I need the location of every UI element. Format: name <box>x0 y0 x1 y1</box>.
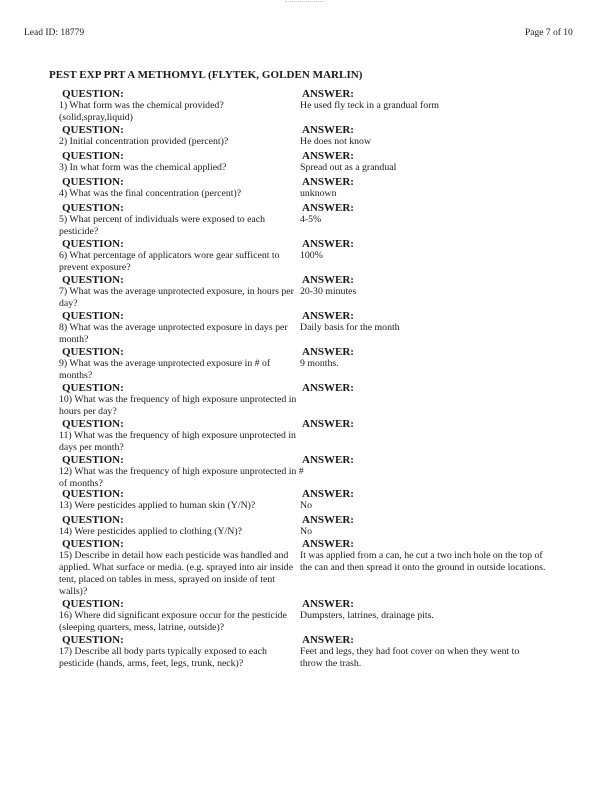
answer-label: ANSWER: <box>302 418 354 430</box>
answer-label: ANSWER: <box>302 538 354 550</box>
question-text: 2) Initial concentration provided (percent)? <box>59 136 229 147</box>
answer-label: ANSWER: <box>302 238 354 250</box>
question-label: QUESTION: <box>62 274 124 286</box>
answer-text: No <box>300 500 312 511</box>
document-title: PEST EXP PRT A METHOMYL (FLYTEK, GOLDEN MARLIN) <box>49 69 363 81</box>
question-text: 12) What was the frequency of high exposure unprotected in # of months? <box>59 466 304 489</box>
question-label: QUESTION: <box>62 150 124 162</box>
answer-label: ANSWER: <box>302 514 354 526</box>
question-text: 3) In what form was the chemical applied? <box>59 162 227 173</box>
question-label: QUESTION: <box>62 176 124 188</box>
question-label: QUESTION: <box>62 514 124 526</box>
answer-text: Daily basis for the month <box>300 322 400 333</box>
question-label: QUESTION: <box>62 598 124 610</box>
answer-label: ANSWER: <box>302 598 354 610</box>
question-text: 5) What percent of individuals were exposed to each pesticide? <box>59 214 266 237</box>
question-text: 8) What was the average unprotected exposure in days per month? <box>59 322 288 345</box>
question-text: 9) What was the average unprotected exposure in # of months? <box>59 358 271 381</box>
question-text: 4) What was the final concentration (percent)? <box>59 188 242 199</box>
question-text: 1) What form was the chemical provided?(solid,spray,liquid) <box>59 100 224 123</box>
question-text: 7) What was the average unprotected exposure, in hours per day? <box>59 286 294 309</box>
question-label: QUESTION: <box>62 310 124 322</box>
answer-label: ANSWER: <box>302 488 354 500</box>
scan-mark <box>285 1 325 4</box>
answer-label: ANSWER: <box>302 176 354 188</box>
answer-label: ANSWER: <box>302 310 354 322</box>
answer-label: ANSWER: <box>302 346 354 358</box>
question-text: 15) Describe in detail how each pesticide was handled and applied. What surface or media. (e.g. sprayed into air inside tent, placed on tables in mess, sprayed on inside of tent walls)? <box>59 550 294 597</box>
answer-label: ANSWER: <box>302 274 354 286</box>
page-number: Page 7 of 10 <box>525 28 573 38</box>
answer-text: It was applied from a can, he cut a two inch hole on the top of the can and then spread it onto the ground in outside locations. <box>300 550 546 573</box>
answer-label: ANSWER: <box>302 634 354 646</box>
question-text: 14) Were pesticides applied to clothing (Y/N)? <box>59 526 242 537</box>
answer-label: ANSWER: <box>302 382 354 394</box>
question-label: QUESTION: <box>62 418 124 430</box>
answer-label: ANSWER: <box>302 202 354 214</box>
question-label: QUESTION: <box>62 488 124 500</box>
question-label: QUESTION: <box>62 634 124 646</box>
question-label: QUESTION: <box>62 382 124 394</box>
answer-text: Feet and legs, they had foot cover on when they went to throw the trash. <box>300 646 520 669</box>
answer-text: 20-30 minutes <box>300 286 357 297</box>
answer-label: ANSWER: <box>302 124 354 136</box>
question-text: 13) Were pesticides applied to human skin (Y/N)? <box>59 500 256 511</box>
question-label: QUESTION: <box>62 454 124 466</box>
question-label: QUESTION: <box>62 238 124 250</box>
question-text: 11) What was the frequency of high exposure unprotected in days per month? <box>59 430 296 453</box>
question-text: 16) Where did significant exposure occur for the pesticide (sleeping quarters, mess, latrine, outside)? <box>59 610 287 633</box>
answer-text: 4-5% <box>300 214 322 225</box>
question-text: 10) What was the frequency of high exposure unprotected in hours per day? <box>59 394 297 417</box>
answer-text: Spread out as a grandual <box>300 162 397 173</box>
answer-label: ANSWER: <box>302 88 354 100</box>
answer-text: unknown <box>300 188 337 199</box>
answer-label: ANSWER: <box>302 150 354 162</box>
lead-id: Lead ID: 18779 <box>24 28 85 38</box>
answer-text: 9 months. <box>300 358 339 369</box>
question-text: 6) What percentage of applicators wore gear sufficent to prevent exposure? <box>59 250 280 273</box>
question-text: 17) Describe all body parts typically exposed to each pesticide (hands, arms, feet, legs, trunk, neck)? <box>59 646 267 669</box>
question-label: QUESTION: <box>62 538 124 550</box>
answer-text: No <box>300 526 312 537</box>
answer-text: 100% <box>300 250 323 261</box>
question-label: QUESTION: <box>62 202 124 214</box>
answer-text: He used fly teck in a grandual form <box>300 100 440 111</box>
answer-text: Dumpsters, latrines, drainage pits. <box>300 610 434 621</box>
answer-label: ANSWER: <box>302 454 354 466</box>
question-label: QUESTION: <box>62 346 124 358</box>
answer-text: He does not know <box>300 136 372 147</box>
question-label: QUESTION: <box>62 88 124 100</box>
question-label: QUESTION: <box>62 124 124 136</box>
